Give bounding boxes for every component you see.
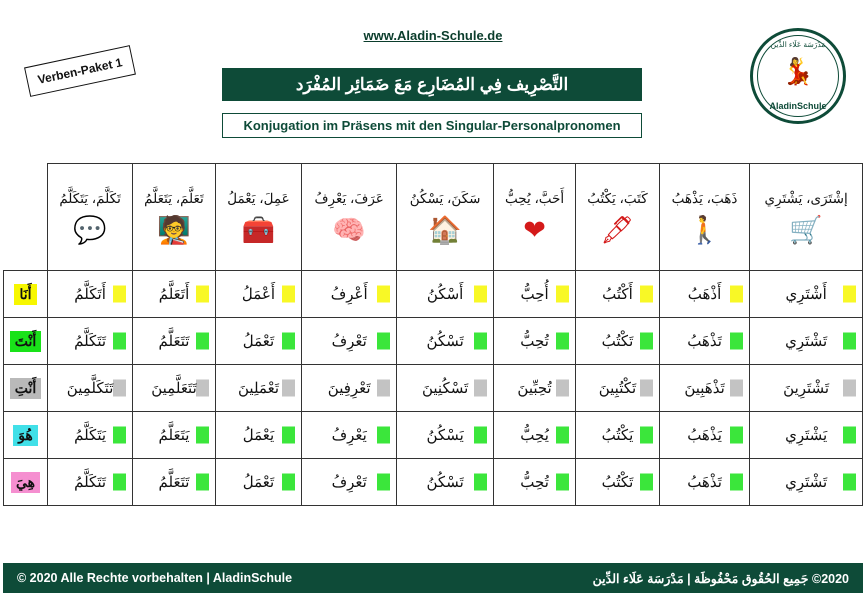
header-cell-verb-8 [133,164,216,271]
shopping-cart-icon: 🛒 [789,215,823,245]
pronoun-cell [4,318,48,365]
header-cell-verb-5 [397,164,494,271]
prefix-highlight [113,427,126,444]
prefix-highlight [640,380,653,397]
form-cell [48,365,133,412]
form-cell [302,271,397,318]
table-row [4,271,863,318]
prefix-highlight [196,427,209,444]
verb-form: يُحِبُّ [520,427,549,444]
prefix-highlight [730,474,743,491]
packet-badge-label: Verben-Paket 1 [36,55,124,87]
verb-form: يَعْرِفُ [331,427,367,444]
table-row [4,412,863,459]
prefix-highlight [282,427,295,444]
form-cell [215,459,301,506]
verb-form: أَذْهَبُ [687,286,722,303]
verb-form: تَعْمَلُ [242,333,275,350]
prefix-highlight [282,474,295,491]
pronoun-label: أَنْتَ [10,331,42,352]
verb-form: أَتَعَلَّمُ [158,286,190,303]
form-cell [494,412,576,459]
prefix-highlight [730,427,743,444]
prefix-highlight [843,333,856,350]
form-cell [659,412,749,459]
verb-form: يَتَكَلَّمُ [74,427,107,444]
prefix-highlight [556,474,569,491]
verb-label: عَرَفَ، يَعْرِفُ [314,191,384,206]
footer-copyright-arabic: 2020© جَمِيع الحُقُوق مَحْفُوظَة | مَدْرَسَة عَلَاء الدِّين [592,571,849,586]
verb-form: تَتَعَلَّمِينَ [151,380,197,397]
form-cell [659,271,749,318]
form-cell [659,318,749,365]
prefix-highlight [556,333,569,350]
verb-form: تَشْتَرِي [785,333,828,350]
verb-label: إشْتَرَى، يَشْتَرِي [764,191,848,206]
speech-bubbles-icon: 💬 [73,215,107,245]
prefix-highlight [474,333,487,350]
verb-form: أَعْمَلُ [241,286,276,303]
verb-form: تَتَعَلَّمُ [158,474,190,491]
verb-form: تَعْرِفُ [331,333,367,350]
head-brain-icon: 🧠 [332,215,366,245]
table-row [4,318,863,365]
header-cell-verb-3 [576,164,660,271]
form-cell [215,365,301,412]
walking-person-icon: 🚶 [687,215,722,245]
footer-copyright-german: © 2020 Alle Rechte vorbehalten | AladinSchule [17,571,293,585]
header-cell-verb-6 [302,164,397,271]
form-cell [215,412,301,459]
form-cell [133,271,216,318]
verb-form: تَذْهَبُ [687,333,722,350]
prefix-highlight [640,474,653,491]
verb-form: يَكْتُبُ [601,427,634,444]
pronoun-cell [4,459,48,506]
verb-form: يَتَعَلَّمُ [158,427,190,444]
form-cell [133,365,216,412]
page-header [0,18,866,148]
form-cell [215,271,301,318]
conjugation-table-body [4,164,863,506]
verb-form: يَذْهَبُ [687,427,722,444]
prefix-highlight [282,333,295,350]
table-header-row [4,164,863,271]
teacher-board-icon: 🧑‍🏫 [157,215,191,245]
form-cell [397,365,494,412]
logo-name: AladinSchule [769,101,827,111]
header-cell-verb-4 [494,164,576,271]
prefix-highlight [556,286,569,303]
verb-form: يَسْكُنُ [426,427,464,444]
prefix-highlight [282,286,295,303]
prefix-highlight [196,286,209,303]
form-cell [133,412,216,459]
verb-form: تَعْمَلُ [242,474,275,491]
verb-form: تَعْرِفِينَ [327,380,371,397]
verb-form: تَكْتُبُ [601,474,634,491]
prefix-highlight [640,286,653,303]
verb-form: أُحِبُّ [520,286,549,303]
verb-label: كَتَبَ، يَكْتُبُ [587,191,648,206]
verb-label: سَكَنَ، يَسْكُنُ [409,191,481,206]
feather-pen-icon: 🖋 [600,215,635,245]
verb-label: أَحَبَّ، يُحِبُّ [504,191,565,206]
form-cell [48,271,133,318]
form-cell [133,318,216,365]
prefix-highlight [843,427,856,444]
form-cell [750,459,863,506]
verb-form: تَسْكُنُ [426,333,464,350]
pronoun-label: هِيَ [11,472,40,493]
conjugation-table [3,163,863,506]
pronoun-label: أَنَا [14,284,36,305]
pronoun-cell [4,412,48,459]
prefix-highlight [640,333,653,350]
prefix-highlight [377,380,390,397]
verb-form: تُحِبُّ [520,333,549,350]
verb-form: تَسْكُنِينَ [421,380,469,397]
form-cell [576,459,660,506]
form-cell [302,412,397,459]
form-cell [215,318,301,365]
page-title-german: Konjugation im Präsens mit den Singular-Personalpronomen [222,113,642,138]
form-cell [133,459,216,506]
form-cell [750,271,863,318]
verb-form: تَتَكَلَّمُ [74,474,107,491]
form-cell [659,459,749,506]
verb-form: تَتَكَلَّمِينَ [66,380,114,397]
form-cell [750,318,863,365]
pronoun-cell [4,365,48,412]
header-cell-verb-7 [215,164,301,271]
prefix-highlight [474,286,487,303]
prefix-highlight [377,474,390,491]
prefix-highlight [640,427,653,444]
person-figure-icon: 💃 [781,56,815,86]
form-cell [576,365,660,412]
verb-form: أَشْتَرِي [785,286,827,303]
aladin-schule-logo [750,28,846,124]
form-cell [48,318,133,365]
verb-label: ذَهَبَ، يَذْهَبُ [671,191,738,206]
form-cell [494,318,576,365]
form-cell [302,459,397,506]
header-cell-verb-2 [659,164,749,271]
prefix-highlight [113,333,126,350]
verb-label: تَعَلَّمَ، يَتَعَلَّمُ [144,191,204,206]
form-cell [397,318,494,365]
packet-badge [24,45,136,97]
page-title-arabic: التَّصْرِيف فِي المُضَارِع مَعَ ضَمَائِر المُفْرَد [222,68,642,101]
verb-form: تَتَعَلَّمُ [158,333,190,350]
verb-form: تَعْرِفُ [331,474,367,491]
prefix-highlight [843,380,856,397]
prefix-highlight [474,427,487,444]
verb-form: أَتَكَلَّمُ [74,286,106,303]
website-link[interactable]: www.Aladin-Schule.de [363,28,503,43]
form-cell [302,318,397,365]
prefix-highlight [282,380,295,397]
form-cell [48,412,133,459]
verb-form: يَشْتَرِي [785,427,828,444]
form-cell [494,459,576,506]
verb-form: تَعْمَلِينَ [238,380,279,397]
prefix-highlight [377,333,390,350]
verb-form: تَذْهَبِينَ [684,380,725,397]
form-cell [659,365,749,412]
prefix-highlight [474,380,487,397]
heart-icon: ❤ [523,215,546,245]
prefix-highlight [377,427,390,444]
verb-form: تَكْتُبِينَ [598,380,637,397]
verb-form: أَسْكُنُ [426,286,464,303]
form-cell [302,365,397,412]
prefix-highlight [113,474,126,491]
form-cell [494,271,576,318]
pronoun-cell [4,271,48,318]
verb-form: تَشْتَرِي [785,474,828,491]
form-cell [576,271,660,318]
prefix-highlight [843,286,856,303]
verb-form: تَشْتَرِينَ [783,380,830,397]
form-cell [576,318,660,365]
verb-form: يَعْمَلُ [242,427,275,444]
prefix-highlight [377,286,390,303]
verb-form: أَعْرِفُ [330,286,368,303]
form-cell [397,412,494,459]
logo-arabic-text: مَدْرَسَة عَلَاء الدِّين [770,40,826,49]
prefix-highlight [196,333,209,350]
prefix-highlight [730,333,743,350]
verb-form: تُحِبُّ [520,474,549,491]
page-footer [3,563,863,593]
header-cell-verb-1 [750,164,863,271]
prefix-highlight [113,286,126,303]
verb-label: تَكَلَّمَ، يَتَكَلَّمُ [59,191,121,206]
prefix-highlight [556,427,569,444]
pronoun-label: هُوَ [13,425,38,446]
prefix-highlight [730,380,743,397]
prefix-highlight [196,474,209,491]
toolbox-icon: 🧰 [241,215,276,245]
verb-label: عَمِلَ، يَعْمَلُ [227,191,290,206]
pronoun-label: أَنْتِ [10,378,42,399]
prefix-highlight [730,286,743,303]
form-cell [48,459,133,506]
form-cell [750,365,863,412]
prefix-highlight [843,474,856,491]
table-row [4,459,863,506]
verb-form: تُحِبِّينَ [517,380,552,397]
form-cell [397,459,494,506]
table-row [4,365,863,412]
header-cell-verb-9 [48,164,133,271]
form-cell [750,412,863,459]
verb-form: تَتَكَلَّمُ [74,333,107,350]
form-cell [494,365,576,412]
header-corner-cell [4,164,48,271]
form-cell [397,271,494,318]
house-icon: 🏠 [428,215,462,245]
verb-form: تَكْتُبُ [601,333,634,350]
prefix-highlight [474,474,487,491]
form-cell [576,412,660,459]
verb-form: تَسْكُنُ [426,474,464,491]
prefix-highlight [556,380,569,397]
verb-form: تَذْهَبُ [687,474,722,491]
verb-form: أَكْتُبُ [602,286,633,303]
